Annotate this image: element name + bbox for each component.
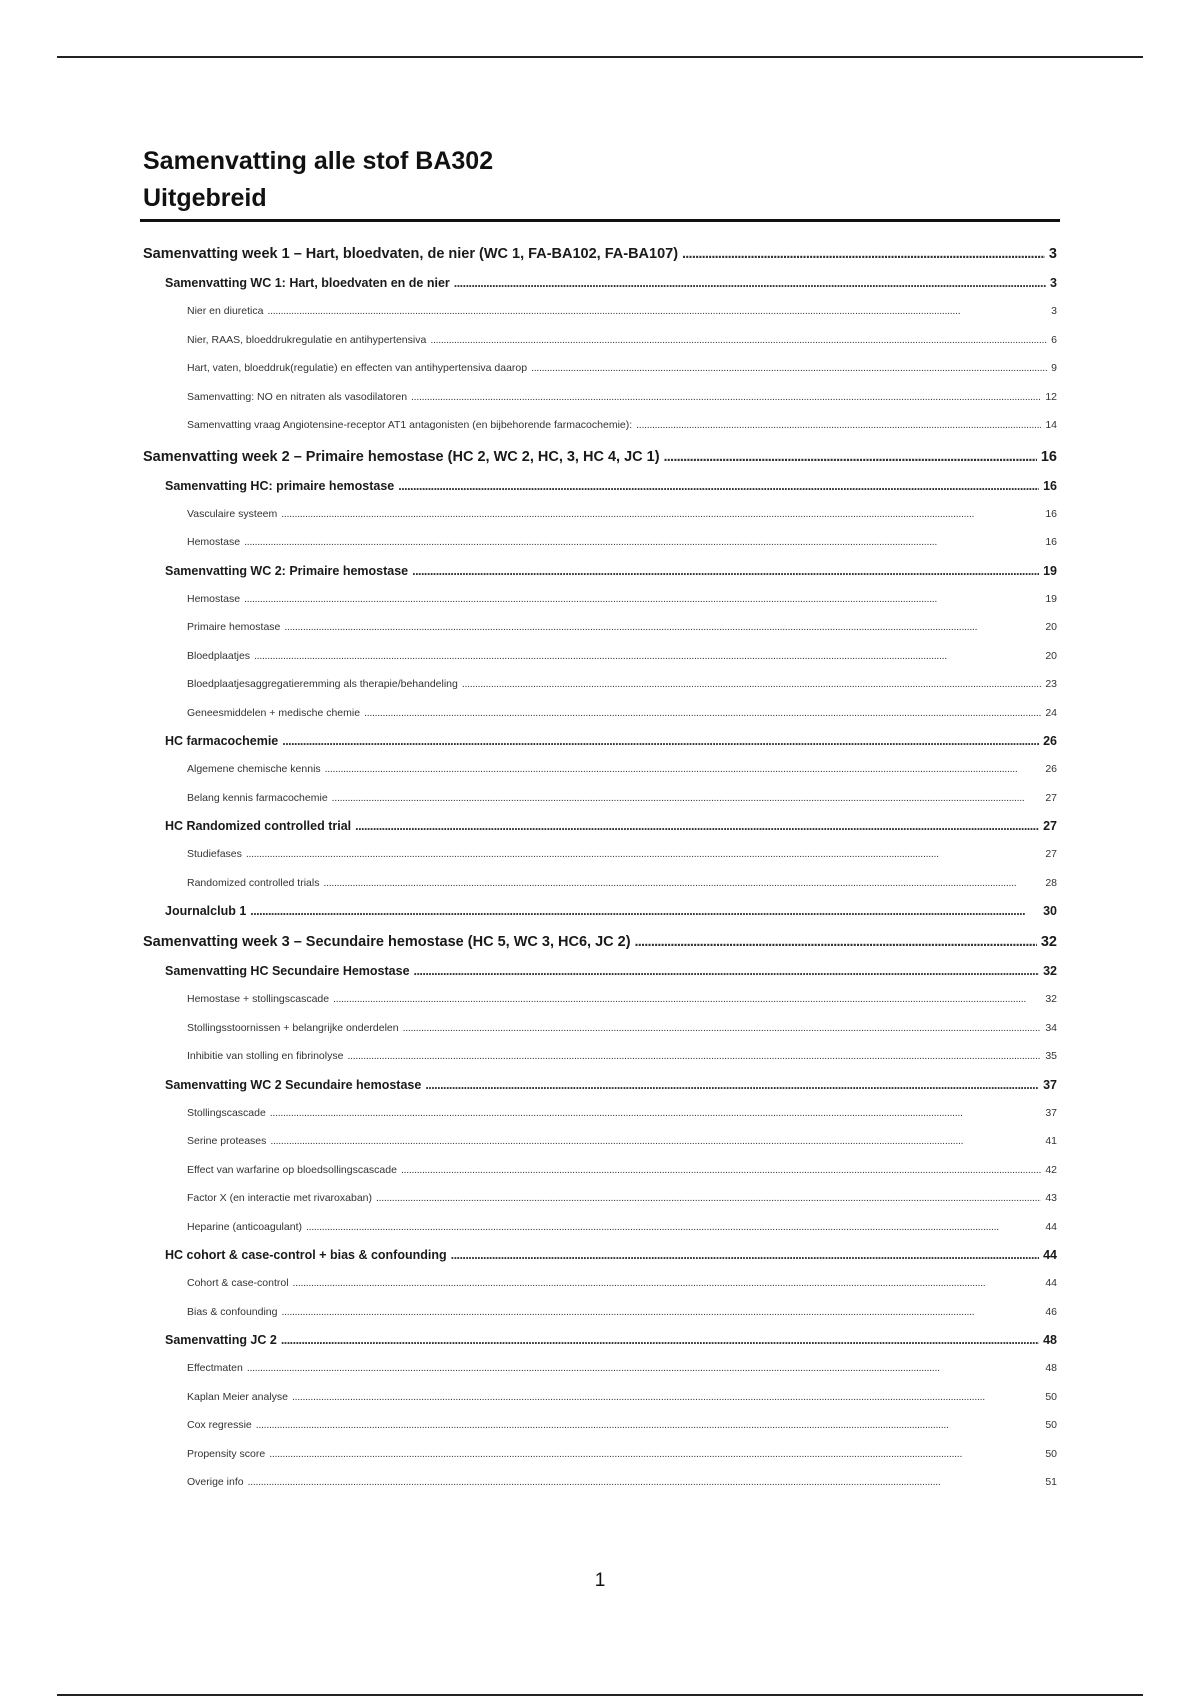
toc-entry-label: Bias & confounding [187, 1305, 278, 1318]
toc-entry-level-3[interactable] [143, 1156, 1057, 1185]
toc-entry-page: 14 [1045, 419, 1057, 431]
toc-entry-level-3[interactable] [143, 985, 1057, 1014]
toc-entry-page: 16 [1045, 507, 1057, 520]
toc-entry-level-3[interactable] [143, 755, 1057, 784]
toc-dot-leader [323, 869, 1041, 898]
toc-entry-label: Inhibitie van stolling en fibrinolyse [187, 1050, 344, 1062]
toc-entry-page: 24 [1045, 706, 1057, 719]
toc-entry-level-3[interactable] [143, 784, 1057, 813]
toc-entry-page: 42 [1045, 1163, 1057, 1176]
toc-entry-page: 19 [1043, 563, 1057, 578]
toc-entry-level-2[interactable] [143, 1326, 1057, 1354]
toc-entry-page: 27 [1043, 819, 1057, 833]
toc-entry-page: 50 [1045, 1390, 1057, 1403]
toc-entry-level-3[interactable] [143, 1099, 1057, 1128]
toc-entry-page: 44 [1043, 1248, 1057, 1262]
toc-entry-level-3[interactable] [143, 354, 1057, 383]
toc-entry-label: Hemostase [187, 592, 241, 605]
toc-entry-level-3[interactable] [143, 869, 1057, 898]
toc-dot-leader [281, 1326, 1039, 1354]
toc-dot-leader [247, 1354, 1041, 1383]
toc-entry-level-3[interactable] [143, 411, 1057, 440]
toc-entry-label: Hemostase [187, 536, 241, 548]
toc-dot-leader [250, 897, 1039, 925]
toc-entry-level-3[interactable] [143, 1383, 1057, 1412]
toc-entry-label: Samenvatting HC Secundaire Hemostase [165, 964, 410, 978]
toc-entry-page: 46 [1045, 1305, 1057, 1318]
toc-entry-level-3[interactable] [143, 1042, 1057, 1071]
toc-entry-page: 50 [1045, 1447, 1057, 1460]
toc-entry-page: 48 [1043, 1333, 1057, 1347]
toc-dot-leader [430, 326, 1047, 355]
toc-entry-level-3[interactable] [143, 1269, 1057, 1298]
toc-dot-leader [462, 670, 1041, 699]
toc-dot-leader [292, 1383, 1041, 1412]
toc-dot-leader [267, 297, 1047, 326]
toc-dot-leader [454, 269, 1046, 297]
toc-entry-level-3[interactable] [143, 297, 1057, 326]
toc-entry-level-3[interactable] [143, 326, 1057, 355]
toc-entry-level-2[interactable] [143, 897, 1057, 925]
toc-entry-label: Nier, RAAS, bloeddrukregulatie en antihypertensiva [187, 333, 427, 346]
toc-entry-page: 34 [1045, 1021, 1057, 1034]
toc-entry-level-3[interactable] [143, 1014, 1057, 1043]
toc-entry-page: 27 [1045, 791, 1057, 804]
toc-entry-page: 19 [1045, 592, 1057, 605]
toc-entry-level-3[interactable] [143, 383, 1057, 412]
toc-dot-leader [347, 1042, 1041, 1071]
toc-entry-page: 12 [1045, 390, 1057, 403]
toc-dot-leader [636, 411, 1041, 440]
toc-entry-label: Bloedplaatjes [187, 649, 251, 662]
toc-entry-level-3[interactable] [143, 1213, 1057, 1242]
toc-entry-label: Samenvatting WC 1: Hart, bloedvaten en de nier [165, 276, 450, 290]
toc-entry-page: 9 [1051, 362, 1057, 374]
toc-dot-leader [664, 442, 1037, 472]
toc-dot-leader [364, 699, 1041, 728]
toc-entry-label: Studiefases [187, 848, 242, 860]
toc-entry-label: Belang kennis farmacochemie [187, 791, 328, 804]
toc-entry-label: Stollingscascade [187, 1106, 266, 1119]
toc-entry-label: Samenvatting week 3 – Secundaire hemostase (HC 5, WC 3, HC6, JC 2) [143, 934, 631, 950]
toc-entry-label: Samenvatting WC 2 Secundaire hemostase [165, 1077, 422, 1092]
toc-dot-leader [355, 812, 1039, 840]
toc-entry-label: Samenvatting week 2 – Primaire hemostase (HC 2, WC 2, HC, 3, HC 4, JC 1) [143, 448, 660, 465]
toc-entry-label: Samenvatting HC: primaire hemostase [165, 478, 395, 493]
toc-entry-page: 30 [1043, 904, 1057, 918]
toc-dot-leader [398, 472, 1039, 500]
toc-entry-page: 3 [1050, 276, 1057, 290]
toc-entry-level-2[interactable] [143, 957, 1057, 985]
toc-entry-level-2[interactable] [143, 557, 1057, 585]
toc-entry-page: 28 [1045, 876, 1057, 889]
page-number: 1 [594, 1570, 606, 1591]
toc-entry-level-3[interactable] [143, 1298, 1057, 1327]
toc-dot-leader [411, 383, 1041, 412]
toc-dot-leader [269, 1440, 1041, 1469]
toc-entry-label: Nier en diuretica [187, 305, 264, 317]
toc-dot-leader [333, 985, 1041, 1014]
toc-entry-label: Primaire hemostase [187, 621, 281, 633]
toc-entry-label: HC Randomized controlled trial [165, 819, 352, 833]
toc-entry-page: 32 [1043, 964, 1057, 978]
toc-dot-leader [281, 500, 1041, 529]
toc-dot-leader [284, 613, 1041, 642]
toc-entry-level-1[interactable] [143, 239, 1057, 269]
toc-entry-level-3[interactable] [143, 1127, 1057, 1156]
toc-entry-label: Samenvatting JC 2 [165, 1333, 277, 1347]
toc-entry-level-2[interactable] [143, 269, 1057, 297]
toc-entry-level-3[interactable] [143, 699, 1057, 728]
toc-entry-page: 37 [1045, 1106, 1057, 1119]
toc-dot-leader [401, 1156, 1041, 1185]
toc-dot-leader [425, 1071, 1039, 1099]
toc-entry-page: 51 [1045, 1476, 1057, 1488]
toc-dot-leader [403, 1014, 1042, 1043]
toc-entry-level-3[interactable] [143, 613, 1057, 642]
toc-entry-label: Samenvatting: NO en nitraten als vasodilatoren [187, 390, 408, 403]
toc-entry-label: Factor X (en interactie met rivaroxaban) [187, 1192, 372, 1204]
toc-entry-page: 48 [1045, 1362, 1057, 1374]
toc-dot-leader [412, 557, 1039, 585]
toc-entry-level-1[interactable] [143, 442, 1057, 472]
toc-entry-level-2[interactable] [143, 1071, 1057, 1099]
toc-entry-level-3[interactable] [143, 1468, 1057, 1497]
toc-entry-label: Kaplan Meier analyse [187, 1390, 288, 1403]
toc-entry-label: Heparine (anticoagulant) [187, 1220, 302, 1233]
toc-entry-label: Hemostase + stollingscascade [187, 993, 330, 1005]
toc-entry-page: 16 [1045, 536, 1057, 548]
toc-entry-page: 32 [1040, 934, 1057, 950]
toc-dot-leader [531, 354, 1047, 383]
toc-entry-level-3[interactable] [143, 642, 1057, 671]
toc-dot-leader [248, 1468, 1042, 1497]
toc-entry-page: 32 [1045, 993, 1057, 1005]
toc-entry-level-3[interactable] [143, 1184, 1057, 1213]
toc-entry-label: Serine proteases [187, 1135, 267, 1147]
toc-entry-label: Geneesmiddelen + medische chemie [187, 706, 361, 719]
document-title [143, 143, 493, 217]
toc-entry-page: 6 [1051, 333, 1057, 346]
toc-entry-level-3[interactable] [143, 528, 1057, 557]
toc-entry-level-2[interactable] [143, 812, 1057, 840]
toc-entry-label: Journalclub 1 [165, 904, 247, 918]
toc-dot-leader [414, 957, 1040, 985]
toc-entry-page: 44 [1045, 1277, 1057, 1289]
header-rule [57, 56, 1143, 58]
toc-entry-page: 3 [1051, 305, 1057, 317]
toc-entry-level-2[interactable] [143, 1241, 1057, 1269]
toc-entry-level-3[interactable] [143, 670, 1057, 699]
toc-dot-leader [270, 1099, 1042, 1128]
toc-dot-leader [332, 784, 1042, 813]
title-line-1: Samenvatting alle stof BA302 [143, 147, 494, 175]
toc-entry-level-3[interactable] [143, 585, 1057, 614]
toc-dot-leader [270, 1127, 1041, 1156]
toc-entry-label: Hart, vaten, bloeddruk(regulatie) en effecten van antihypertensiva daarop [187, 362, 528, 374]
toc-dot-leader [256, 1411, 1042, 1440]
toc-entry-page: 41 [1045, 1135, 1057, 1147]
toc-entry-page: 16 [1040, 448, 1057, 465]
toc-entry-label: Samenvatting vraag Angiotensine-receptor AT1 antagonisten (en bijbehorende farmacochemie): [187, 419, 633, 431]
toc-entry-level-1[interactable] [143, 927, 1057, 957]
toc-entry-level-3[interactable] [143, 1354, 1057, 1383]
toc-entry-label: Samenvatting WC 2: Primaire hemostase [165, 563, 409, 578]
toc-entry-label: Vasculaire systeem [187, 507, 278, 520]
toc-entry-page: 23 [1045, 678, 1057, 690]
title-line-2: Uitgebreid [143, 184, 267, 212]
toc-entry-page: 16 [1043, 478, 1057, 493]
toc-dot-leader [376, 1184, 1041, 1213]
toc-entry-label: Cox regressie [187, 1419, 252, 1431]
toc-entry-page: 37 [1043, 1077, 1057, 1092]
toc-entry-label: Cohort & case-control [187, 1277, 289, 1289]
toc-entry-page: 20 [1045, 649, 1057, 662]
toc-dot-leader [254, 642, 1041, 671]
toc-entry-page: 20 [1045, 621, 1057, 633]
toc-entry-page: 26 [1045, 763, 1057, 775]
toc-entry-level-3[interactable] [143, 1440, 1057, 1469]
toc-entry-page: 3 [1048, 246, 1057, 262]
toc-entry-page: 26 [1043, 734, 1057, 748]
toc-entry-page: 50 [1045, 1419, 1057, 1431]
toc-dot-leader [635, 927, 1037, 957]
footer-rule [57, 1694, 1143, 1696]
toc-entry-level-3[interactable] [143, 1411, 1057, 1440]
toc-dot-leader [682, 239, 1045, 269]
toc-entry-label: HC cohort & case-control + bias & confounding [165, 1248, 447, 1262]
toc-dot-leader [325, 755, 1042, 784]
toc-entry-label: Algemene chemische kennis [187, 763, 321, 775]
toc-entry-level-2[interactable] [143, 472, 1057, 500]
toc-entry-label: HC farmacochemie [165, 734, 279, 748]
toc-entry-level-2[interactable] [143, 727, 1057, 755]
toc-entry-label: Stollingsstoornissen + belangrijke onderdelen [187, 1021, 399, 1034]
toc-dot-leader [293, 1269, 1042, 1298]
title-rule [140, 219, 1060, 222]
toc-dot-leader [244, 528, 1041, 557]
toc-entry-page: 44 [1045, 1220, 1057, 1233]
table-of-contents [143, 237, 1057, 1497]
toc-entry-label: Overige info [187, 1476, 244, 1488]
toc-dot-leader [244, 585, 1041, 614]
toc-dot-leader [306, 1213, 1041, 1242]
toc-entry-label: Effect van warfarine op bloedsollingscascade [187, 1163, 397, 1176]
toc-entry-page: 43 [1045, 1192, 1057, 1204]
toc-dot-leader [246, 840, 1041, 869]
toc-entry-page: 27 [1045, 848, 1057, 860]
toc-dot-leader [451, 1241, 1039, 1269]
toc-entry-level-3[interactable] [143, 840, 1057, 869]
toc-dot-leader [282, 727, 1039, 755]
toc-dot-leader [281, 1298, 1041, 1327]
toc-entry-label: Bloedplaatjesaggregatieremming als therapie/behandeling [187, 678, 458, 690]
toc-entry-label: Propensity score [187, 1447, 266, 1460]
toc-entry-label: Samenvatting week 1 – Hart, bloedvaten, de nier (WC 1, FA-BA102, FA-BA107) [143, 246, 679, 262]
toc-entry-level-3[interactable] [143, 500, 1057, 529]
toc-entry-label: Effectmaten [187, 1362, 243, 1374]
toc-entry-page: 35 [1045, 1050, 1057, 1062]
toc-entry-label: Randomized controlled trials [187, 876, 320, 889]
